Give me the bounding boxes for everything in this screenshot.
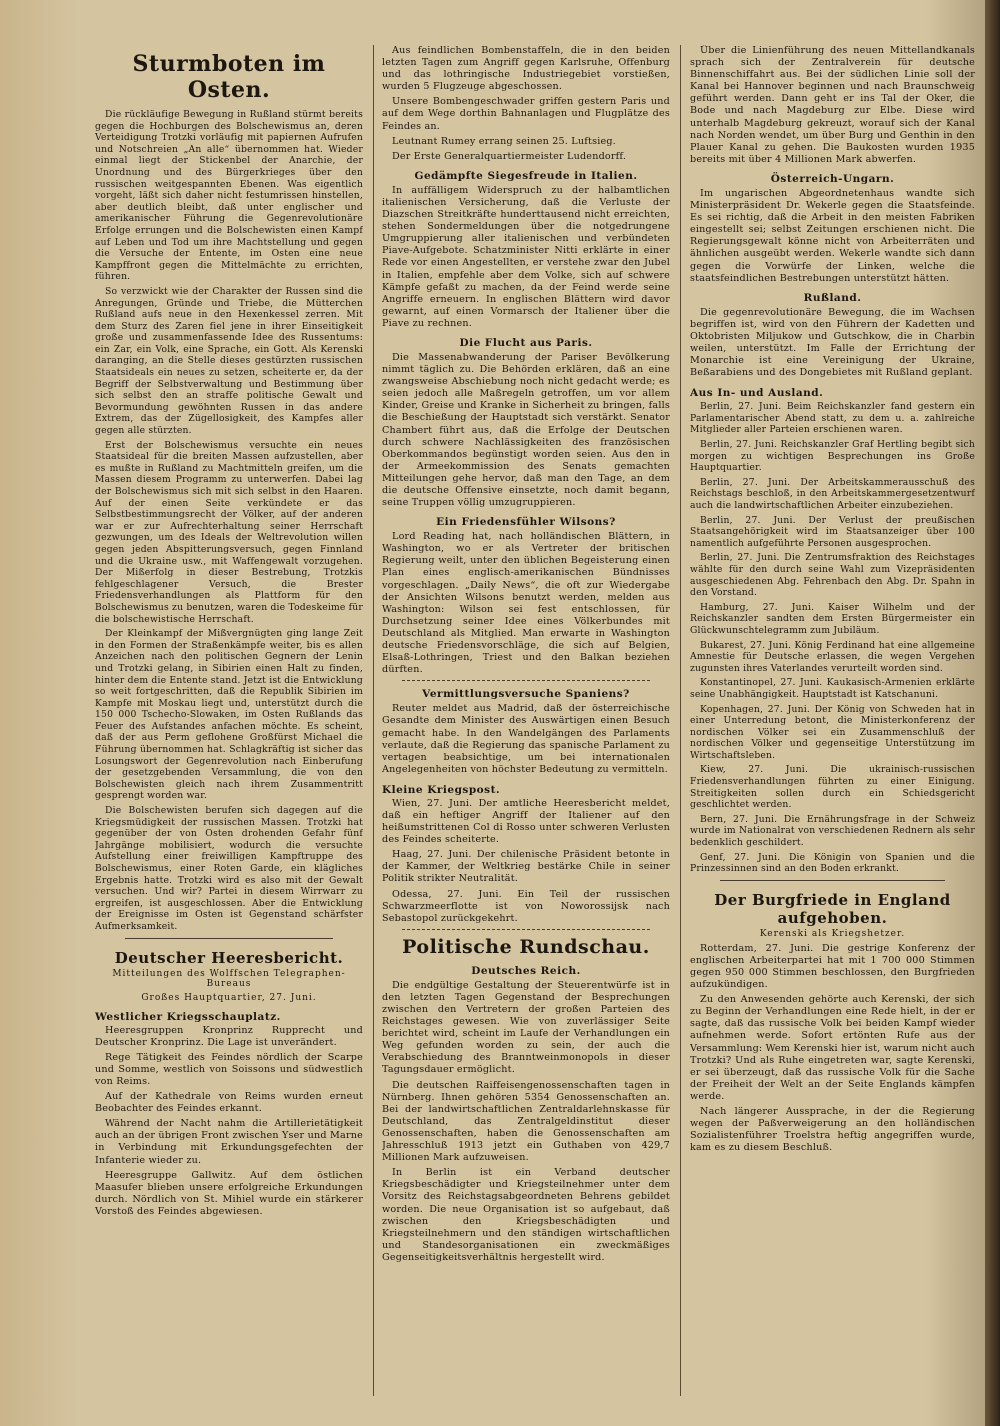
paragraph: Berlin, 27. Juni. Der Verlust der preußischen Staatsangehörigkeit wird im Staatsanzeiger über 100 namentlich aufgeführte Personen ausgesprochen. <box>690 514 975 549</box>
section-heading: Rußland. <box>803 291 862 304</box>
paragraph: Heeresgruppe Gallwitz. Auf dem östlichen Maasufer blieben unsere erfolgreiche Erkundungen durch. Nördlich von St. Mihiel wurde ein stärkerer Vorstoß des Feindes abgewiesen. <box>95 1169 363 1217</box>
paragraph: Während der Nacht nahm die Artillerietätigkeit auch an der übrigen Front zwischen Yser und Marne in Verbindung mit Erkundungsgefechten der Infanterie wieder zu. <box>95 1118 363 1166</box>
paragraph: Wien, 27. Juni. Der amtliche Heeresbericht meldet, daß ein heftiger Angriff der Italiener auf den heißumstrittenen Col di Rosso unter schweren Verlusten des Feindes scheiterte. <box>382 797 670 846</box>
paragraph: Haag, 27. Juni. Der chilenische Präsident betonte in der Kammer, der Weltkrieg bestärke Chile in seiner Politik strikter Neutralität. <box>382 849 670 885</box>
paragraph: Im ungarischen Abgeordnetenhaus wandte sich Ministerpräsident Dr. Wekerle gegen die Staatsfeinde. Es sei richtig, daß die Arbeit in den meisten Fabriken eingestellt sei; selbst Zeitungen erschienen nicht. Die Regierungsgewalt könne nicht von Arbeiterräten und ähnlichen ausgeübt werden. Wekerle wandte sich dann gegen die Vorwürfe der Linken, welche die staatsfeindlichen Bestrebungen unterstützt hätten. <box>690 187 975 284</box>
article-title-burgfriede: Der Burgfriede in England aufgehoben. <box>714 890 951 927</box>
paragraph: Über die Linienführung des neuen Mittellandkanals sprach sich der Zentralverein für deutsche Binnenschiffahrt aus. Bei der südlichen Linie soll der Kanal bei Hannover beginnen und nach Braunschweig geführt werden. Dann geht er ins Tal der Oker, die Bode und nach Magdeburg zur Elbe. Diese wird unterhalb Magdeburg gekreuzt, worauf sich der Kanal nach Norden wendet, um über Burg und Genthin in den Plauer Kanal zu gehen. Die Baukosten wurden 1935 bereits mit über 4 Millionen Mark abwerfen. <box>690 45 975 165</box>
paragraph: Kiew, 27. Juni. Die ukrainisch-russischen Friedensverhandlungen führten zu einer Einigung. Streitigkeiten sollen durch ein Schiedsgericht geschlichtet werden. <box>690 764 975 811</box>
section-heading: Ein Friedensfühler Wilsons? <box>436 516 616 529</box>
paragraph: Bern, 27. Juni. Die Ernährungsfrage in der Schweiz wurde im Nationalrat von verschiedenen Rednern als sehr bedenklich geschildert. <box>690 813 975 849</box>
paragraph: Der Erste Generalquartiermeister Ludendorff. <box>392 150 627 162</box>
paragraph: Hamburg, 27. Juni. Kaiser Wilhelm und der Reichskanzler sandten dem Ersten Bürgermeister ein Glückwunschtelegramm zum Jubiläum. <box>690 601 975 636</box>
article-title-sturmboten: Sturmboten im Osten. <box>132 51 326 103</box>
section-heading: Gedämpfte Siegesfreude in Italien. <box>414 169 638 182</box>
divider <box>402 680 650 681</box>
column-rule <box>680 45 681 1396</box>
paragraph: Konstantinopel, 27. Juni. Kaukasisch-Armenien erklärte seine Unabhängigkeit. Hauptstadt ist Katschanuni. <box>690 677 975 700</box>
report-source: Mitteilungen des Wolffschen Telegraphen-Bureaus <box>112 968 346 989</box>
divider <box>402 929 650 930</box>
paragraph: Auf der Kathedrale von Reims wurden erneut Beobachter des Feindes erkannt. <box>95 1091 363 1115</box>
paragraph: Rotterdam, 27. Juni. Die gestrige Konferenz der englischen Arbeiterpartei hat mit 1 700 000 Stimmen gegen 950 000 Stimmen beschlossen, den Burgfrieden aufzukündigen. <box>690 942 975 991</box>
section-heading: Aus In- und Ausland. <box>690 387 824 400</box>
page-edge <box>985 0 1000 1426</box>
paragraph: Odessa, 27. Juni. Ein Teil der russischen Schwarzmeerflotte ist von Noworossijsk nach Sebastopol zurückgekehrt. <box>382 888 670 924</box>
section-heading: Österreich-Ungarn. <box>770 172 895 185</box>
paragraph: Die endgültige Gestaltung der Steuerentwürfe ist in den letzten Tagen Gegenstand der Besprechungen zwischen den Vertretern der großen Parteien des Reichstages gewesen. Wie von zuverlässiger Seite berichtet wird, scheint im Laufe der Verhandlungen ein Weg gefunden worden zu sein, der auch die Verabschiedung des Branntweinmonopols in dieser Tagungsdauer ermöglicht. <box>382 979 670 1076</box>
section-heading: Deutsches Reich. <box>471 964 581 977</box>
paragraph: In auffälligem Widerspruch zu der halbamtlichen italienischen Versicherung, daß die Verluste der Diazschen Streitkräfte hunderttausend nicht erreichten, stehen Sondermeldungen über die notgedrungene Umgruppierung aller italienischen und verbündeten Piave-Aufgebote. Schatzminister Nitti erklärte in einer Rede vor einen Angestellten, er verstehe zwar den Jubel in Italien, empfehle aber dem Volke, sich auf schwere Kämpfe gefaßt zu machen, da der Feind werde seine Angriffe erneuern. In englischen Blättern wird davor gewarnt, auf einen Vormarsch der Italiener über die Piave zu rechnen. <box>382 184 670 329</box>
paragraph: Die Bolschewisten berufen sich dagegen auf die Kriegsmüdigkeit der russischen Massen. Trotzki hat gegenüber der von Osten drohenden Gefahr fünf Jahrgänge mobilisiert, wodurch die versuchte Aufstellung einer freiwilligen Kampftruppe des Bolschewismus, einer Roten Garde, ein klägliches Ergebnis hatte. Trotzki wird es also mit der Gewalt versuchen. Und wir? Partei in diesem Wirrwarr zu ergreifen, ist ausgeschlossen. Aber die Entwicklung der Ereignisse im Osten ist Gegenstand schärfster Aufmerksamkeit. <box>95 805 363 932</box>
paragraph: Genf, 27. Juni. Die Königin von Spanien und die Prinzessinnen sind an den Boden erkrankt. <box>690 851 975 875</box>
paragraph: Die Massenabwanderung der Pariser Bevölkerung nimmt täglich zu. Die Behörden erklären, daß an eine zwangsweise Abschiebung noch nicht gedacht werde; es seien jedoch alle Maßregeln getroffen, um vor allem Kinder, Greise und Kranke in Sicherheit zu bringen, falls die Beschießung der Hauptstadt sich verstärkt. Senator Chambert führt aus, daß die Erfolge der Deutschen durch schwere Nachlässigkeiten des französischen Oberkommandos begünstigt worden seien. Aus den in der Armeekommission des Senats gemachten Mitteilungen gehe hervor, daß man den Tage, an dem die deutsche Offensive einsetzte, noch damit begann, seine Truppen völlig umzugruppieren. <box>382 351 670 509</box>
paragraph: Reuter meldet aus Madrid, daß der österreichische Gesandte dem Minister des Auswärtigen einen Besuch gemacht habe. In den Wandelgängen des Parlaments verlaute, daß die Regierung das spanische Parlament zu vertagen beabsichtige, um bei internationalen Angelegenheiten von höchster Bedeutung zu vermitteln. <box>382 703 670 775</box>
paragraph: Berlin, 27. Juni. Reichskanzler Graf Hertling begibt sich morgen zu wichtigen Besprechungen ins Große Hauptquartier. <box>690 439 975 474</box>
column-2 <box>382 45 670 1401</box>
paragraph: Kopenhagen, 27. Juni. Der König von Schweden hat in einer Unterredung betont, die Ministerkonferenz der nordischen Völker sei ein Zusammenschluß der nordischen Völker und gegenseitige Unterstützung im Wirtschaftsleben. <box>690 703 975 761</box>
paragraph: Berlin, 27. Juni. Die Zentrumsfraktion des Reichstages wählte für den durch seine Wahl zum Vizepräsidenten ausgeschiedenen Abg. Fehrenbach den Abg. Dr. Spahn in den Vorstand. <box>690 552 975 599</box>
paragraph: Zu den Anwesenden gehörte auch Kerenski, der sich zu Beginn der Verhandlungen eine Rede hielt, in der er sagte, daß das russische Volk bei beiden Kampf wieder aufnehmen werde. Sofort ertönten Rufe aus der Versammlung: Wem Kerenski hier ist, warum nicht auch Trotzki? Und als Ruhe eingetreten war, sagte Kerenski, er sei überzeugt, daß das russische Volk für die Sache der Freiheit der Welt an der Seite Englands kämpfen werde. <box>690 994 975 1102</box>
section-heading: Vermittlungsversuche Spaniens? <box>422 688 630 701</box>
paragraph: Bukarest, 27. Juni. König Ferdinand hat eine allgemeine Amnestie für Deutsche erlassen, die wegen Vergehen zugunsten ihres Vaterlandes verurteilt worden sind. <box>690 639 975 674</box>
paragraph: Nach längerer Aussprache, in der die Regierung wegen der Paßverweigerung an den holländischen Sozialistenführer Troelstra heftig angegriffen wurde, kam es zu diesem Beschluß. <box>690 1106 975 1154</box>
paragraph: Lord Reading hat, nach holländischen Blättern, in Washington, wo er als Vertreter der britischen Regierung weilt, unter den üblichen Begeisterung einen Plan eines englisch-amerikanischen Bündnisses vorgeschlagen. „Daily News“, die oft zur Wiedergabe der Ansichten Wilsons benutzt werden, melden aus Washington: Wilson sei fest entschlossen, für Durchsetzung seiner Idee eines Völkerbundes mit Deutschland als Mitglied. Man erwarte in Washington deutsche Friedensvorschläge, die sich auf Belgien, Elsaß-Lothringen, Triest und den Balkan beziehen dürften. <box>382 531 670 676</box>
column-1 <box>95 45 363 1401</box>
paragraph: Berlin, 27. Juni. Beim Reichskanzler fand gestern ein Parlamentarischer Abend statt, zu dem u. a. zahlreiche Mitglieder aller Parteien erschienen waren. <box>690 401 975 436</box>
paragraph: Die gegenrevolutionäre Bewegung, die im Wachsen begriffen ist, wird von den Führern der Kadetten und Oktobristen Miljukow und Gutschkow, die in Charbin weilen, unterstützt. Im Falle der Errichtung der Monarchie ist eine Vereinigung der Ukraine, Beßarabiens und des Dongebietes mit Rußland geplant. <box>690 306 975 379</box>
article-subtitle: Kerenski als Kriegshetzer. <box>759 928 906 939</box>
paragraph: Erst der Bolschewismus versuchte ein neues Staatsideal für die breiten Massen aufzustellen, aber es mußte in Rußland zu Machtmitteln greifen, um die Massen diesem Programm zu unterwerfen. Dabei lag der Bolschewismus sich mit sich selbst in den Haaren. Auf der einen Seite verkündete er das Selbstbestimmungsrecht der Völker, auf der anderen war er zur Aufrechterhaltung seiner Herrschaft gezwungen, um des Ideals der Weltrevolution willen gegen jeden Abspitterungsversuch, gegen Finnland und die Ukraine usw., mit Waffengewalt vorzugehen. Der Mißerfolg in dieser Bestrebung, Trotzkis fehlgeschlagener Versuch, die Brester Friedensverhandlungen als Plattform für den Bolschewismus zu benutzen, waren die Todeskeime für die bolschewistische Herrschaft. <box>95 439 363 625</box>
paragraph: In Berlin ist ein Verband deutscher Kriegsbeschädigter und Kriegsteilnehmer unter dem Vorsitz des Reichstagsabgeordneten Behrens gebildet worden. Die neue Organisation ist so aufgebaut, daß zwischen den Kriegsbeschädigten und Kriegsteilnehmern und den ständigen wirtschaftlichen und Standesorganisationen ein zweckmäßiges Gegenseitigkeitsverhältnis hergestellt wird. <box>382 1167 670 1263</box>
column-rule <box>373 45 374 1396</box>
divider <box>720 880 945 881</box>
paragraph: Leutnant Rumey errang seinen 25. Luftsieg. <box>392 135 616 147</box>
column-3 <box>690 45 975 1401</box>
paragraph: Die deutschen Raiffeisengenossenschaften tagen in Nürnberg. Ihnen gehören 5354 Genossenschaften an. Bei der landwirtschaftlichen Zentraldarlehnskasse für Deutschland, das Zentralgeldinstitut dieser Genossenschaften, haben die Genossenschaften am Jahresschluß 1913 jetzt ein Guthaben von 429,7 Millionen Mark aufzuweisen. <box>382 1079 670 1164</box>
article-title-rundschau: Politische Rundschau. <box>402 935 650 958</box>
divider <box>125 938 333 939</box>
paragraph: Aus feindlichen Bombenstaffeln, die in den beiden letzten Tagen zum Angriff gegen Karlsruhe, Offenburg und das lothringische Industriegebiet vorstießen, wurden 5 Flugzeuge abgeschossen. <box>382 45 670 93</box>
paragraph: Die rückläufige Bewegung in Rußland stürmt bereits gegen die Hochburgen des Bolschewismus an, deren Verteidigung Trotzki vorläufig mit papiernen Aufrufen und Notschreien „An alle“ übernommen hat. Wieder einmal liegt der Stickenbel der Anarchie, der Unordnung und des Bürgerkrieges über den russischen weitgespannten Ebenen. Was eigentlich vorgeht, läßt sich daher nicht festumrissen hinstellen, aber deutlich bleibt, daß unter englischer und amerikanischer Führung die Gegenrevolutionäre Erfolge errungen und die Bolschewisten einen Kampf auf Leben und Tod um ihre Machtstellung und gegen die Versuche der Entente, im Osten eine neue Kampffront gegen die Mittelmächte zu errichten, führen. <box>95 109 363 283</box>
paragraph: Der Kleinkampf der Mißvergnügten ging lange Zeit in den Formen der Straßenkämpfe weiter, bis es allen Anzeichen nach den politischen Gegnern der Lenin und Trotzki gelang, in Sibirien einen Halt zu finden, hinter dem die Entente stand. Jetzt ist die Entwicklung so weit fortgeschritten, daß die Republik Sibirien im Kampfe mit Moskau liegt und, unterstützt durch die 150 000 Tschecho-Slowaken, im Osten Rußlands das Feuer des Aufstandes anfachen möchte. Es scheint, daß der aus Perm geflohene Großfürst Michael die Führung übernommen hat. Schlagkräftig ist sicher das Losungswort der Gegenrevolution nach Einberufung der gesetzgebenden Versammlung, die von den Bolschewisten gleich nach ihrem Zusammentritt gesprengt worden war. <box>95 628 363 802</box>
paragraph: Rege Tätigkeit des Feindes nördlich der Scarpe und Somme, westlich von Soissons und südwestlich von Reims. <box>95 1051 363 1087</box>
section-heading: Kleine Kriegspost. <box>382 783 501 796</box>
paragraph: So verzwickt wie der Charakter der Russen sind die Anregungen, Gründe und Triebe, die Mütterchen Rußland aufs neue in den Hexenkessel zerren. Mit dem Sturz des Zaren fiel jene in ihrer Einseitigkeit große und zusammenfassende Idee des Russentums: ein Zar, ein Volk, eine Sprache, ein Gott. Als Kerenski daranging, an die Stelle dieses gestürzten russischen Staatsideals ein neues zu setzen, scheiterte er, da der Begriff der Selbstverwaltung und Bestimmung über sich selbst den an straffe politische Gewalt und Bevormundung gewöhnten Russen in das andere Extrem, das der Zügellosigkeit, des Kampfes aller gegen alle stürzten. <box>95 285 363 437</box>
section-heading: Die Flucht aus Paris. <box>459 336 593 349</box>
paragraph: Unsere Bombengeschwader griffen gestern Paris und auf dem Wege dorthin Bahnanlagen und Flugplätze des Feindes an. <box>382 96 670 132</box>
article-title-heeresbericht: Deutscher Heeresbericht. <box>114 948 344 967</box>
page-margin <box>0 0 80 1426</box>
report-dateline: Großes Hauptquartier, 27. Juni. <box>141 992 317 1003</box>
paragraph: Heeresgruppen Kronprinz Rupprecht und Deutscher Kronprinz. Die Lage ist unverändert. <box>95 1024 363 1048</box>
paragraph: Berlin, 27. Juni. Der Arbeitskammerausschuß des Reichstags beschloß, in den Arbeitskammergesetzentwurf auch die landwirtschaftlichen Arbeiter einzubeziehen. <box>690 476 975 511</box>
section-heading: Westlicher Kriegsschauplatz. <box>95 1010 281 1023</box>
